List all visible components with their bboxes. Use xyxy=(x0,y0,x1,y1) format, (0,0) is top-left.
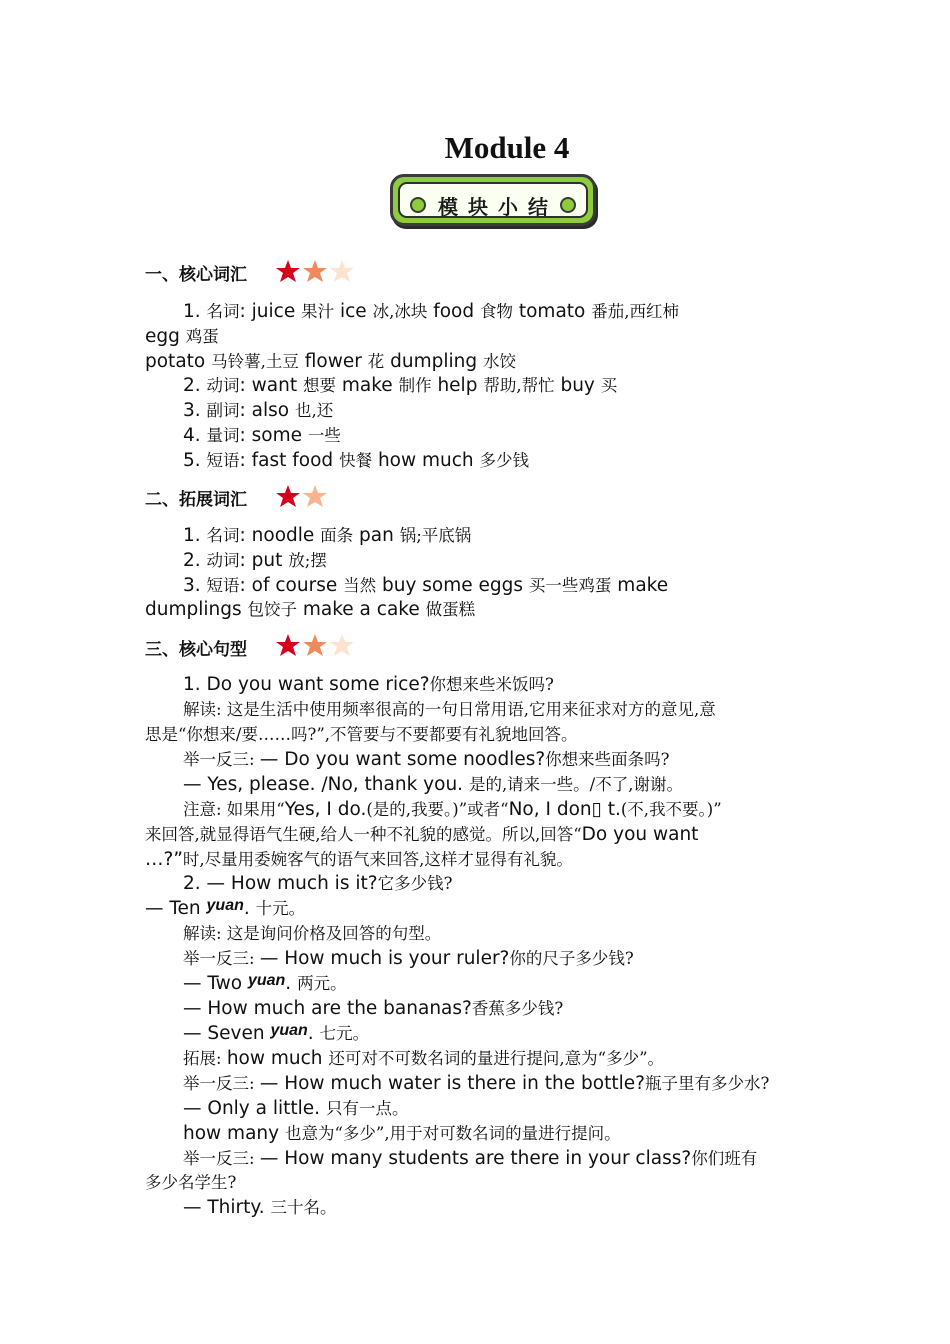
chinese-text: 时,尽量用委婉客气的语气来回答,这样才显得有礼貌。 xyxy=(182,850,573,869)
english-text: — How much water is there in the bottle? xyxy=(259,1073,645,1094)
chinese-text: (是的,我要。)”或者“ xyxy=(366,800,509,819)
chinese-text: 两元。 xyxy=(297,974,347,993)
text-line xyxy=(183,374,617,398)
text-line xyxy=(145,325,219,349)
text-line xyxy=(183,673,554,697)
english-text: how much xyxy=(226,1048,329,1069)
chinese-text: 短语 xyxy=(206,451,240,470)
english-text: . xyxy=(307,1023,320,1044)
chinese-text: 一些 xyxy=(307,426,341,445)
chinese-text: 锅;平底锅 xyxy=(399,526,472,545)
chinese-text: 瓶子里有多少水? xyxy=(644,1074,770,1093)
chinese-text: 食物 xyxy=(479,302,513,321)
text-line xyxy=(183,1196,336,1220)
english-text: 1. xyxy=(183,301,207,322)
english-text: No, I don▯ t. xyxy=(508,799,621,820)
text-line xyxy=(183,798,722,822)
english-text: 2. xyxy=(183,550,207,571)
chinese-text: 冰,冰块 xyxy=(372,302,428,321)
chinese-text: 解读: 这是生活中使用频率很高的一句日常用语,它用来征求对方的意见,意 xyxy=(183,700,716,719)
chinese-text: 做蛋糕 xyxy=(425,600,476,619)
chinese-text: 解读: 这是询问价格及回答的句型。 xyxy=(183,924,442,943)
english-text: : also xyxy=(239,400,295,421)
chinese-text: 是的,请来一些。/不了,谢谢。 xyxy=(468,775,683,794)
yuan-word: yuan xyxy=(206,897,244,914)
chinese-text: 制作 xyxy=(398,376,432,395)
text-line xyxy=(183,997,563,1021)
chinese-text: 多少名学生? xyxy=(145,1173,237,1192)
yuan-word: yuan xyxy=(247,972,286,989)
english-text: : fast food xyxy=(239,450,340,471)
english-text: how much xyxy=(372,450,480,471)
chinese-text: 来回答,就显得语气生硬,给人一种不礼貌的感觉。所以,回答“ xyxy=(145,825,582,844)
chinese-text: 它多少钱? xyxy=(377,874,453,893)
english-text: food xyxy=(427,301,480,322)
text-line xyxy=(183,1022,369,1047)
chinese-text: 思是“你想来/要……吗?”,不管要与不要都要有礼貌地回答。 xyxy=(145,725,578,744)
chinese-text: 帮助,帮忙 xyxy=(483,376,555,395)
english-text: — How many students are there in your class? xyxy=(259,1148,692,1169)
text-line xyxy=(183,773,683,797)
text-line xyxy=(183,549,327,573)
chinese-text: 快餐 xyxy=(339,451,373,470)
text-line xyxy=(183,300,679,324)
rating-stars-icon xyxy=(276,484,330,510)
chinese-text: 你的尺子多少钱? xyxy=(509,949,634,968)
chinese-text: 副词 xyxy=(206,401,240,420)
chinese-text: 也,还 xyxy=(294,401,334,420)
text-line xyxy=(145,823,698,847)
chinese-text: 鸡蛋 xyxy=(185,327,219,346)
text-line xyxy=(183,1047,664,1071)
english-text: — Yes, please. /No, thank you. xyxy=(183,774,469,795)
english-text: — Only a little. xyxy=(183,1098,326,1119)
english-text: — Ten xyxy=(145,898,207,919)
chinese-text: 包饺子 xyxy=(247,600,297,619)
chinese-text: 名词 xyxy=(206,302,240,321)
english-text: — How much is your ruler? xyxy=(259,948,510,969)
text-line xyxy=(145,598,475,622)
text-line xyxy=(183,947,634,971)
chinese-text: 水饺 xyxy=(482,352,516,371)
chinese-text: 放;摆 xyxy=(288,551,327,570)
english-text: — Seven xyxy=(183,1023,271,1044)
chinese-text: 名词 xyxy=(206,526,240,545)
english-text: 4. xyxy=(183,425,207,446)
text-line xyxy=(183,1147,757,1171)
english-text: : of course xyxy=(239,575,344,596)
chinese-text: 七元。 xyxy=(319,1024,370,1043)
chinese-text: 十元。 xyxy=(255,899,306,918)
rating-stars-icon xyxy=(276,259,356,285)
chinese-text: (不,我不要。)” xyxy=(620,800,722,819)
chinese-text: 举一反三: xyxy=(183,949,260,968)
english-text: potato xyxy=(145,351,212,372)
english-text: make xyxy=(611,575,669,596)
text-line xyxy=(183,1072,769,1096)
chinese-text: 举一反三: xyxy=(183,1149,260,1168)
text-line xyxy=(183,872,452,896)
chinese-text: 买 xyxy=(600,376,618,395)
text-line xyxy=(145,723,578,747)
english-text: buy some eggs xyxy=(376,575,529,596)
page-title: Module 4 xyxy=(444,130,570,165)
badge-label: 模块小结 xyxy=(438,195,558,219)
english-text: make xyxy=(336,375,399,396)
english-text: 5. xyxy=(183,450,207,471)
english-text: : juice xyxy=(239,301,302,322)
text-line xyxy=(145,1171,236,1195)
chinese-text: 举一反三: xyxy=(183,750,260,769)
chinese-text: 想要 xyxy=(303,376,336,395)
english-text: . xyxy=(243,898,256,919)
text-line xyxy=(145,897,305,922)
chinese-text: 也意为“多少”,用于对可数名词的量进行提问。 xyxy=(284,1124,621,1143)
section-heading-extended-vocabulary: 二、拓展词汇 xyxy=(145,490,247,510)
english-text: dumpling xyxy=(384,351,483,372)
english-text: help xyxy=(431,375,484,396)
chinese-text: 三十名。 xyxy=(270,1198,337,1217)
english-text: egg xyxy=(145,326,186,347)
english-text: dumplings xyxy=(145,599,248,620)
english-text: Do you want xyxy=(581,824,699,845)
text-line xyxy=(183,399,333,423)
chinese-text: 果汁 xyxy=(301,302,335,321)
text-line xyxy=(183,574,668,598)
chinese-text: 你们班有 xyxy=(691,1149,758,1168)
english-text: 3. xyxy=(183,575,207,596)
chinese-text: 动词 xyxy=(206,376,240,395)
chinese-text: 量词 xyxy=(206,426,240,445)
chinese-text: 动词 xyxy=(206,551,240,570)
section-heading-core-sentences: 三、核心句型 xyxy=(145,640,247,660)
text-line xyxy=(145,848,573,872)
text-line xyxy=(183,698,716,722)
english-text: : put xyxy=(239,550,289,571)
text-line xyxy=(183,1097,408,1121)
chinese-text: 番茄,西红柿 xyxy=(591,302,679,321)
english-text: : some xyxy=(239,425,308,446)
chinese-text: 你想来些米饭吗? xyxy=(429,675,554,694)
chinese-text: 面条 xyxy=(320,526,354,545)
english-text: — Thirty. xyxy=(183,1197,271,1218)
text-line xyxy=(183,424,341,448)
english-text: 2. xyxy=(183,375,207,396)
section-heading-core-vocabulary: 一、核心词汇 xyxy=(145,265,247,285)
english-text: : noodle xyxy=(239,525,321,546)
english-text: ice xyxy=(334,301,373,322)
chinese-text: 多少钱 xyxy=(479,451,530,470)
english-text: 1. xyxy=(183,525,207,546)
chinese-text: 只有一点。 xyxy=(325,1099,409,1118)
text-line xyxy=(183,922,441,946)
english-text: — Two xyxy=(183,973,248,994)
module-summary-badge xyxy=(390,174,596,226)
text-line xyxy=(183,524,471,548)
rating-stars-icon xyxy=(276,633,356,659)
text-line xyxy=(183,1122,621,1146)
english-text: pan xyxy=(353,525,400,546)
chinese-text: 举一反三: xyxy=(183,1074,260,1093)
green-dot-icon xyxy=(560,197,576,213)
chinese-text: 还可对不可数名词的量进行提问,意为“多少”。 xyxy=(328,1049,665,1068)
english-text: . xyxy=(285,973,298,994)
english-text: tomato xyxy=(512,301,592,322)
yuan-word: yuan xyxy=(270,1022,308,1039)
chinese-text: 注意: 如果用“ xyxy=(183,800,285,819)
english-text: Yes, I do. xyxy=(284,799,367,820)
english-text: 1. Do you want some rice? xyxy=(183,674,430,695)
text-line xyxy=(183,449,529,473)
text-line xyxy=(183,748,670,772)
english-text: : want xyxy=(239,375,303,396)
english-text: — Do you want some noodles? xyxy=(259,749,546,770)
text-line xyxy=(145,350,516,374)
text-line xyxy=(183,972,347,997)
chinese-text: 当然 xyxy=(343,576,377,595)
english-text: flower xyxy=(298,351,368,372)
chinese-text: 买一些鸡蛋 xyxy=(528,576,612,595)
english-text: — How much are the bananas? xyxy=(183,998,472,1019)
english-text: make a cake xyxy=(297,599,426,620)
english-text: how many xyxy=(183,1123,285,1144)
chinese-text: 你想来些面条吗? xyxy=(545,750,670,769)
chinese-text: 短语 xyxy=(206,576,240,595)
english-text: buy xyxy=(554,375,601,396)
english-text: 2. — How much is it? xyxy=(183,873,378,894)
chinese-text: 马铃薯,土豆 xyxy=(211,352,299,371)
chinese-text: 拓展: xyxy=(183,1049,227,1068)
english-text: …?” xyxy=(145,849,183,870)
chinese-text: 香蕉多少钱? xyxy=(471,999,564,1018)
english-text: 3. xyxy=(183,400,207,421)
chinese-text: 花 xyxy=(367,352,385,371)
